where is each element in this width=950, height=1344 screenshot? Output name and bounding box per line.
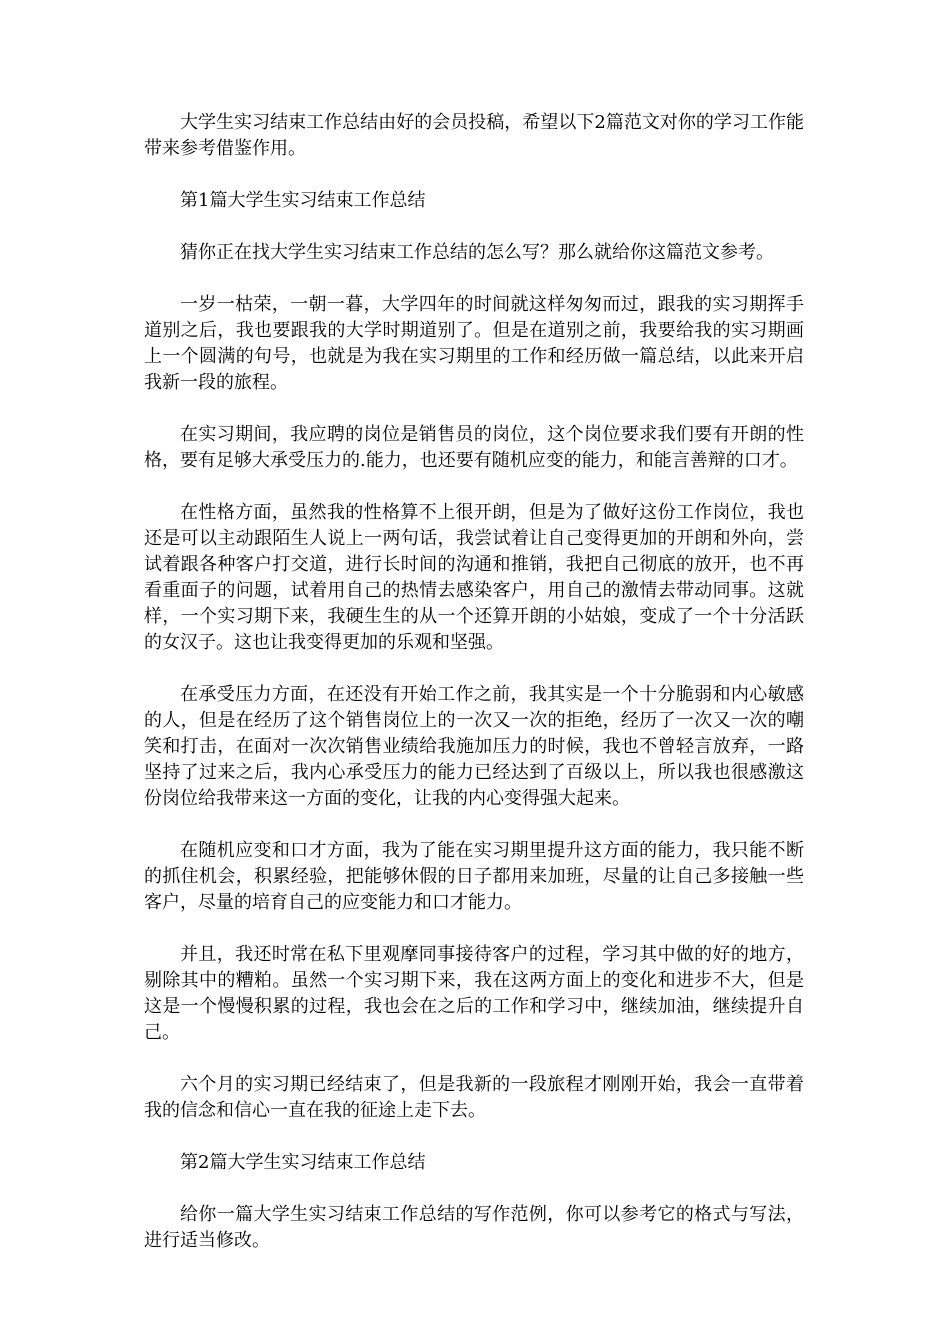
body-paragraph: 在随机应变和口才方面，我为了能在实习期里提升这方面的能力，我只能不断的抓住机会，积累经验，把能够休假的日子都用来加班，尽量的让自己多接触一些客户，尽量的培育自己的应变能力和口才能力。: [144, 840, 804, 913]
body-paragraph: 在性格方面，虽然我的性格算不上很开朗，但是为了做好这份工作岗位，我也还是可以主动跟陌生人说上一两句话，我尝试着让自己变得更加的开朗和外向，尝试着跟各种客户打交道，进行长时间的沟通和推销，我把自己彻底的放开，也不再看重面子的问题，试着用自己的热情去感染客户，用自己的激情去带动同事。这就样，一个实习期下来，我硬生生的从一个还算开朗的小姑娘，变成了一个十分活跃的女汉子。这也让我变得更加的乐观和坚强。: [144, 502, 804, 653]
body-paragraph: 六个月的实习期已经结束了，但是我新的一段旅程才刚刚开始，我会一直带着我的信念和信心一直在我的征途上走下去。: [144, 1074, 804, 1121]
article-2-lead-paragraph: 给你一篇大学生实习结束工作总结的写作范例，你可以参考它的格式与写法，进行适当修改。: [144, 1204, 804, 1251]
article-2-heading: 第2篇大学生实习结束工作总结: [180, 1152, 426, 1173]
intro-paragraph: 大学生实习结束工作总结由好的会员投稿，希望以下2篇范文对你的学习工作能带来参考借鉴作用。: [144, 112, 804, 159]
body-paragraph: 一岁一枯荣，一朝一暮，大学四年的时间就这样匆匆而过，跟我的实习期挥手道别之后，我也要跟我的大学时期道别了。但是在道别之前，我要给我的实习期画上一个圆满的句号，也就是为我在实习期里的工作和经历做一篇总结，以此来开启我新一段的旅程。: [144, 294, 804, 393]
document-body: [144, 110, 804, 1280]
article-1-lead-paragraph: 猜你正在找大学生实习结束工作总结的怎么写？那么就给你这篇范文参考。: [180, 242, 774, 263]
body-paragraph: 并且，我还时常在私下里观摩同事接待客户的过程，学习其中做的好的地方，剔除其中的糟粕。虽然一个实习期下来，我在这两方面上的变化和进步不大，但是这是一个慢慢积累的过程，我也会在之后的工作和学习中，继续加油，继续提升自己。: [144, 944, 804, 1043]
article-1-heading: 第1篇大学生实习结束工作总结: [180, 190, 426, 211]
body-paragraph: 在实习期间，我应聘的岗位是销售员的岗位，这个岗位要求我们要有开朗的性格，要有足够大承受压力的.能力，也还要有随机应变的能力，和能言善辩的口才。: [144, 424, 804, 471]
body-paragraph: 在承受压力方面，在还没有开始工作之前，我其实是一个十分脆弱和内心敏感的人，但是在经历了这个销售岗位上的一次又一次的拒绝，经历了一次又一次的嘲笑和打击，在面对一次次销售业绩给我施加压力的时候，我也不曾轻言放弃，一路坚持了过来之后，我内心承受压力的能力已经达到了百级以上，所以我也很感激这份岗位给我带来这一方面的变化，让我的内心变得强大起来。: [144, 684, 804, 809]
